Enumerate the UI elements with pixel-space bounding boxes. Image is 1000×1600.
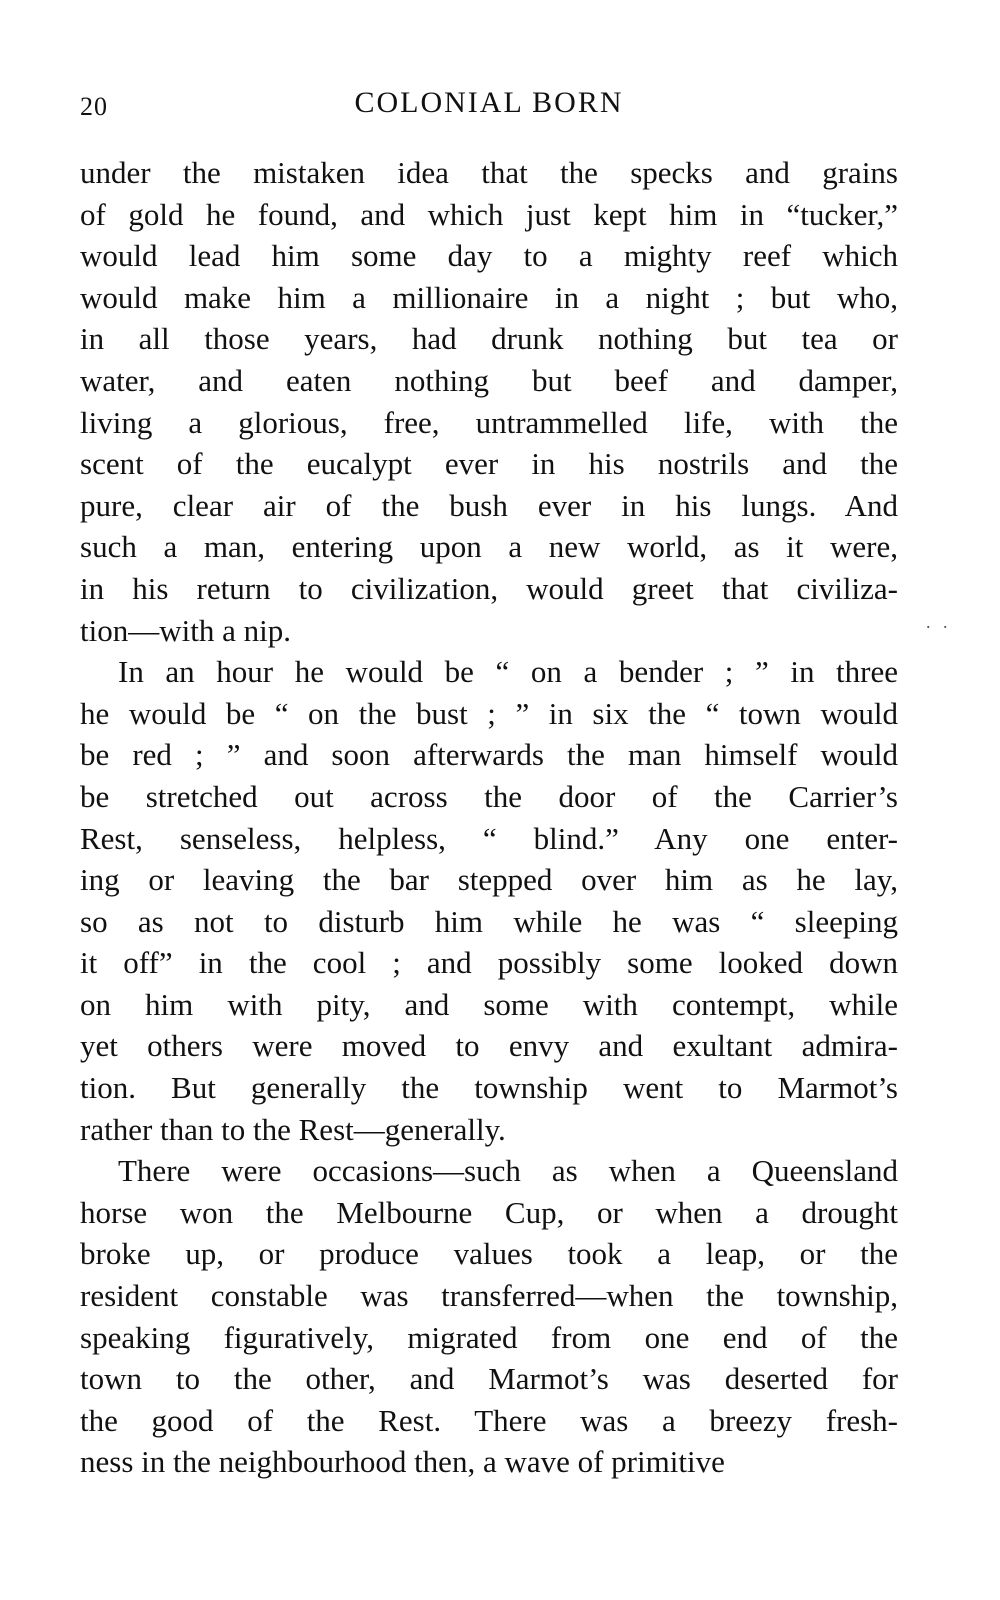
margin-mark: . . (926, 612, 952, 632)
text-line: under the mistaken idea that the specks and grains (80, 155, 898, 190)
text-line: In an hour he would be “ on a bender ; ” in three (118, 654, 898, 690)
text-line: it off” in the cool ; and possibly some looked down (80, 945, 898, 981)
text-line: in his return to civilization, would greet that civiliza- (80, 570, 898, 606)
text-line: in all those years, had drunk nothing but tea or (80, 321, 898, 357)
text-line: would make him a millionaire in a night ; but who, (80, 279, 898, 315)
text-line: tion—with a nip. (80, 612, 291, 648)
body-text (80, 152, 898, 1483)
text-line: water, and eaten nothing but beef and damper, (80, 362, 898, 398)
text-line: he would be “ on the bust ; ” in six the “ town would (80, 695, 898, 731)
text-line: yet others were moved to envy and exultant admira- (80, 1028, 898, 1064)
text-line: of gold he found, and which just kept him in “tucker,” (80, 196, 898, 232)
page-number: 20 (80, 92, 108, 121)
text-line: ness in the neighbourhood then, a wave of primitive (80, 1444, 725, 1480)
text-line: speaking figuratively, migrated from one end of the (80, 1319, 898, 1355)
text-line: on him with pity, and some with contempt, while (80, 986, 898, 1022)
text-line: would lead him some day to a mighty reef which (80, 238, 898, 274)
text-line: ing or leaving the bar stepped over him as he lay, (80, 862, 898, 898)
text-line: rather than to the Rest—generally. (80, 1111, 506, 1147)
text-line: horse won the Melbourne Cup, or when a drought (80, 1194, 898, 1230)
paragraph (80, 651, 898, 1150)
running-title: COLONIAL BORN (354, 86, 624, 119)
text-line: be stretched out across the door of the Carrier’s (80, 778, 898, 814)
text-line: living a glorious, free, untrammelled life, with the (80, 404, 898, 440)
text-line: be red ; ” and soon afterwards the man himself would (80, 737, 898, 773)
text-line: pure, clear air of the bush ever in his lungs. And (80, 487, 898, 523)
page-header (80, 86, 898, 130)
text-line: There were occasions—such as when a Queensland (118, 1153, 898, 1189)
text-line: tion. But generally the township went to Marmot’s (80, 1070, 898, 1106)
paragraph (80, 152, 898, 651)
text-line: so as not to disturb him while he was “ sleeping (80, 903, 898, 939)
text-line: the good of the Rest. There was a breezy fresh- (80, 1402, 898, 1438)
text-line: resident constable was transferred—when the township, (80, 1278, 898, 1314)
text-line: town to the other, and Marmot’s was deserted for (80, 1361, 898, 1397)
paragraph (80, 1150, 898, 1483)
text-line: such a man, entering upon a new world, as it were, (80, 529, 898, 565)
text-line: Rest, senseless, helpless, “ blind.” Any one enter- (80, 820, 898, 856)
text-line: broke up, or produce values took a leap, or the (80, 1236, 898, 1272)
text-line: scent of the eucalypt ever in his nostrils and the (80, 446, 898, 482)
